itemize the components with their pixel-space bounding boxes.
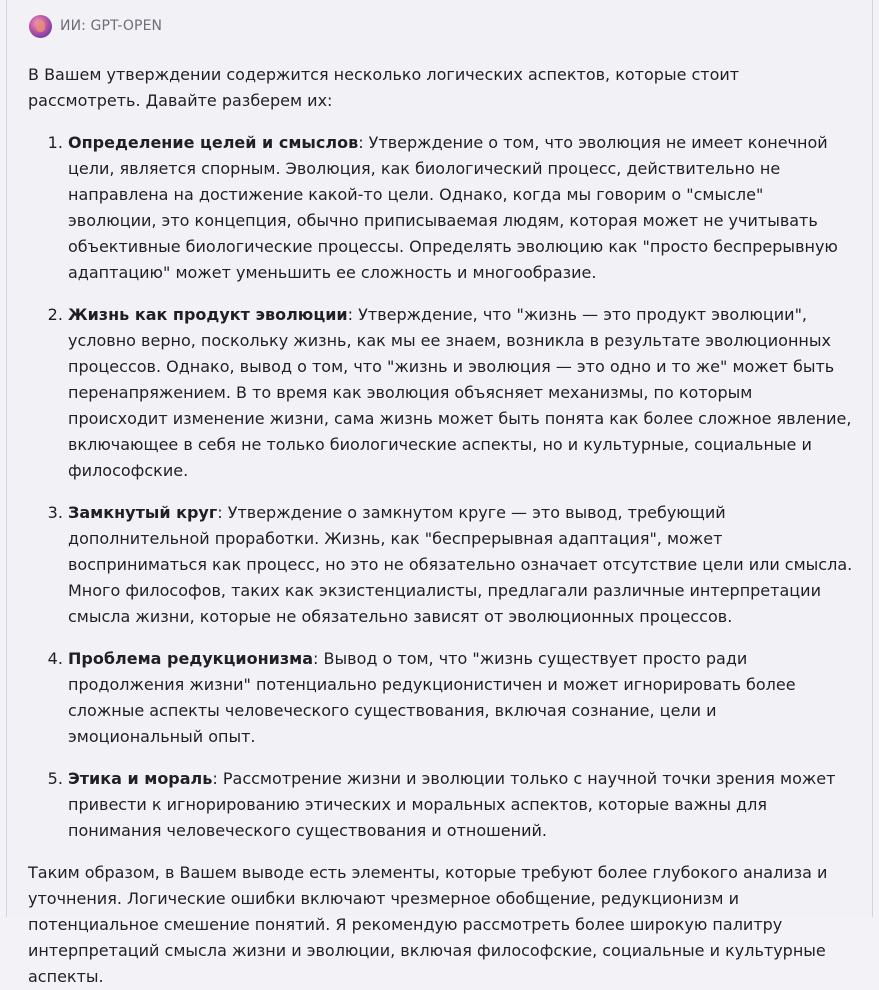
author-name: ИИ: GPT-OPEN bbox=[60, 18, 163, 34]
list-item bbox=[68, 130, 856, 286]
point-title: Определение целей и смыслов bbox=[68, 133, 359, 152]
point-text: : Утверждение о замкнутом круге — это вывод, требующий дополнительной проработки. Жизнь, как "беспрерывная адаптация", может восприниматься как процесс, но это не обязательно означает отсутствие цели или смысла. Много философов, таких как экзистенциалисты, предлагали различные интерпретации смысла жизни, которые не обязательно зависят от эволюционных процессов. bbox=[68, 503, 853, 626]
intro-paragraph: В Вашем утверждении содержится несколько логических аспектов, которые стоит рассмотреть. Давайте разберем их: bbox=[28, 65, 740, 110]
conclusion-paragraph: Таким образом, в Вашем выводе есть элементы, которые требуют более глубокого анализа и уточнения. Логические ошибки включают чрезмерное обобщение, редукционизм и потенциальное смешение понятий. Я рекомендую рассмотреть более широкую палитру интерпретаций смысла жизни и эволюции, включая философские, социальные и культурные аспекты. bbox=[28, 863, 828, 986]
point-title: Этика и мораль bbox=[68, 769, 213, 788]
points-list bbox=[28, 130, 856, 844]
point-text: : Утверждение о том, что эволюция не имеет конечной цели, является спорным. Эволюция, как биологический процесс, действительно не направлена на достижение какой-то цели. Однако, когда мы говорим о "смысле" эволюции, это концепция, обычно приписываемая людям, которая может не учитывать объективные биологические процессы. Определять эволюцию как "просто беспрерывную адаптацию" может уменьшить ее сложность и многообразие. bbox=[68, 133, 838, 282]
avatar bbox=[29, 15, 52, 38]
ai-message-card bbox=[6, 0, 873, 986]
point-title: Замкнутый круг bbox=[68, 503, 218, 522]
point-text: : Рассмотрение жизни и эволюции только с научной точки зрения может привести к игнорированию этических и моральных аспектов, которые важны для понимания человеческого существования и отношений. bbox=[68, 769, 836, 840]
point-title: Жизнь как продукт эволюции bbox=[68, 305, 348, 324]
message-body bbox=[28, 62, 856, 990]
list-item bbox=[68, 646, 856, 750]
list-item bbox=[68, 302, 856, 484]
list-item bbox=[68, 766, 856, 844]
message-header bbox=[29, 13, 162, 39]
point-text: : Вывод о том, что "жизнь существует просто ради продолжения жизни" потенциально редукционистичен и может игнорировать более сложные аспекты человеческого существования, включая сознание, цели и эмоциональный опыт. bbox=[68, 649, 796, 746]
point-title: Проблема редукционизма bbox=[68, 649, 314, 668]
point-text: : Утверждение, что "жизнь — это продукт эволюции", условно верно, поскольку жизнь, как мы ее знаем, возникла в результате эволюционных процессов. Однако, вывод о том, что "жизнь и эволюция — это одно и то же" может быть перенапряжением. В то время как эволюция объясняет механизмы, по которым происходит изменение жизни, сама жизнь может быть понята как более сложное явление, включающее в себя не только биологические аспекты, но и культурные, социальные и философские. bbox=[68, 305, 852, 480]
list-item bbox=[68, 500, 856, 630]
